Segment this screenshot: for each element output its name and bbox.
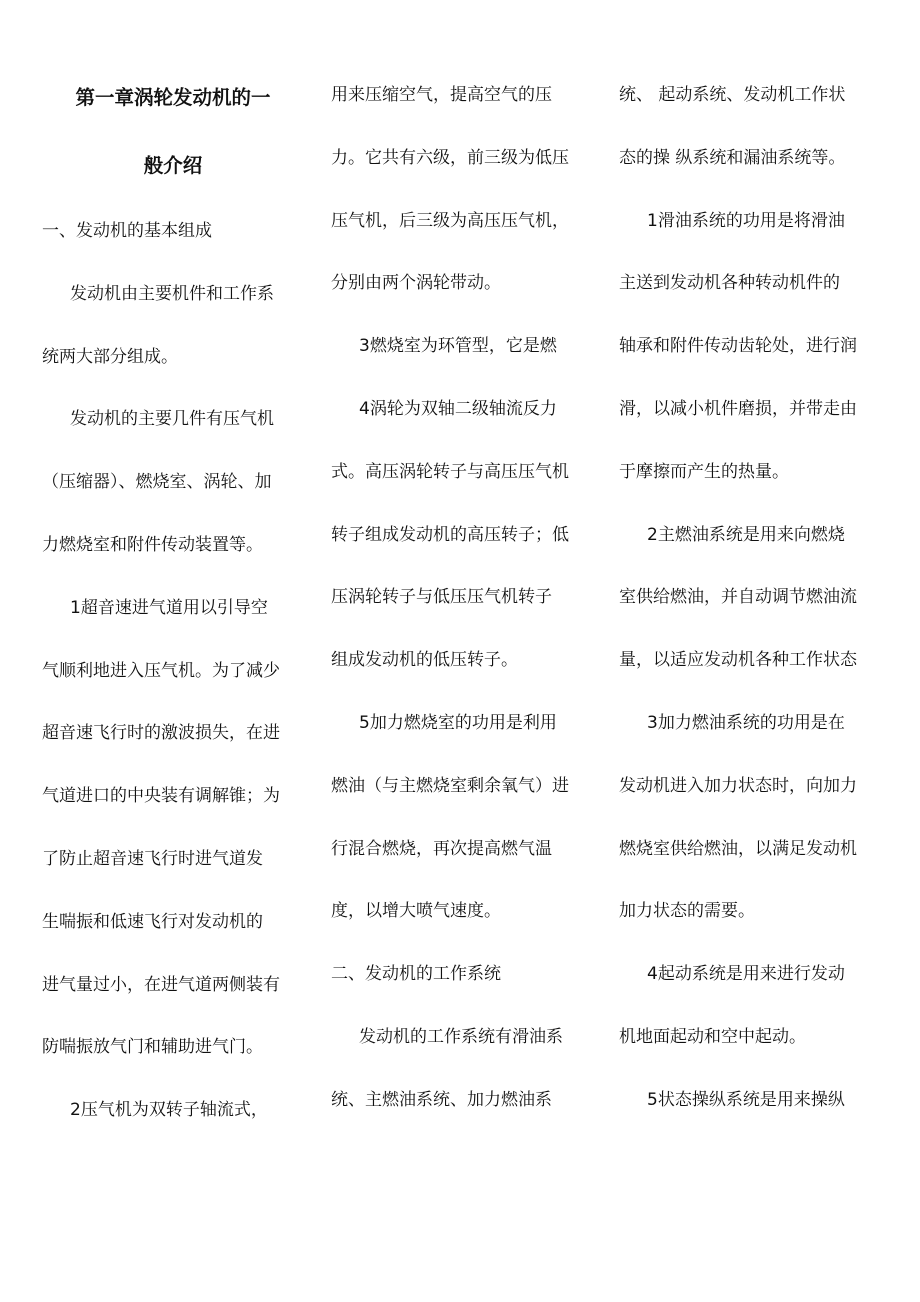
paragraph-line: 1超音速进气道用以引导空 xyxy=(70,597,268,618)
paragraph-line: 转子组成发动机的高压转子；低 xyxy=(331,524,569,545)
paragraph-line: 行混合燃烧，再次提高燃气温 xyxy=(331,838,552,859)
paragraph-line: 发动机的主要几件有压气机 xyxy=(70,409,274,430)
paragraph-line: 室供给燃油，并自动调节燃油流 xyxy=(619,587,857,608)
chapter-title-line-2: 般介绍 xyxy=(143,154,203,177)
paragraph-line: 组成发动机的低压转子。 xyxy=(331,650,518,671)
paragraph-line: 式。高压涡轮转子与高压压气机 xyxy=(331,461,569,482)
paragraph-line: 发动机由主要机件和工作系 xyxy=(70,283,274,304)
paragraph-line: 气道进口的中央装有调解锥；为 xyxy=(42,786,280,807)
paragraph-line: 于摩擦而产生的热量。 xyxy=(619,461,789,482)
paragraph-line: 气顺利地进入压气机。为了减少 xyxy=(42,660,280,681)
paragraph-line: 分别由两个涡轮带动。 xyxy=(331,273,501,294)
paragraph-line: 统、 起动系统、发动机工作状 xyxy=(619,85,846,105)
paragraph-line: 加力状态的需要。 xyxy=(619,901,755,922)
paragraph-line: 力燃烧室和附件传动装置等。 xyxy=(42,534,263,555)
paragraph-line: 滑，以减小机件磨损，并带走由 xyxy=(619,398,857,419)
paragraph-line: 4起动系统是用来进行发动 xyxy=(647,964,845,985)
paragraph-line: 燃烧室供给燃油，以满足发动机 xyxy=(619,838,857,859)
paragraph-line: 燃油（与主燃烧室剩余氧气）进 xyxy=(331,775,569,796)
paragraph-line: 生喘振和低速飞行对发动机的 xyxy=(42,911,263,932)
paragraph-line: 量，以适应发动机各种工作状态 xyxy=(619,650,857,671)
paragraph-line: （压缩器）、燃烧室、涡轮、加 xyxy=(42,472,272,493)
paragraph-line: 度，以增大喷气速度。 xyxy=(331,901,501,922)
paragraph-line: 5状态操纵系统是用来操纵 xyxy=(647,1089,845,1110)
paragraph-line: 压气机，后三级为高压压气机， xyxy=(331,210,569,231)
paragraph-line: 防喘振放气门和辅助进气门。 xyxy=(42,1037,263,1058)
paragraph-line: 统、主燃油系统、加力燃油系 xyxy=(331,1089,552,1110)
paragraph-line: 主送到发动机各种转动机件的 xyxy=(619,273,840,294)
paragraph-line: 统两大部分组成。 xyxy=(42,346,178,367)
section-heading: 一、发动机的基本组成 xyxy=(42,221,212,241)
paragraph-line: 1滑油系统的功用是将滑油 xyxy=(647,210,845,231)
paragraph-line: 5加力燃烧室的功用是利用 xyxy=(359,712,557,733)
paragraph-line: 进气量过小，在进气道两侧装有 xyxy=(42,974,280,995)
paragraph-line: 压涡轮转子与低压压气机转子 xyxy=(331,587,552,608)
paragraph-line: 了防止超音速飞行时进气道发 xyxy=(42,848,263,869)
paragraph-line: 3燃烧室为环管型，它是燃 xyxy=(359,336,557,357)
paragraph-line: 机地面起动和空中起动。 xyxy=(619,1026,806,1047)
paragraph-line: 轴承和附件传动齿轮处，进行润 xyxy=(619,336,857,357)
paragraph-line: 2主燃油系统是用来向燃烧 xyxy=(647,524,845,545)
paragraph-line: 3加力燃油系统的功用是在 xyxy=(647,712,845,733)
paragraph-line: 发动机进入加力状态时，向加力 xyxy=(619,775,857,796)
chapter-title-line-1: 第一章涡轮发动机的一 xyxy=(75,86,271,109)
paragraph-line: 超音速飞行时的激波损失，在进 xyxy=(42,723,280,744)
paragraph-line: 力。它共有六级，前三级为低压 xyxy=(331,147,569,168)
text-column-3 xyxy=(619,64,881,1132)
paragraph-line: 态的操 纵系统和漏油系统等。 xyxy=(619,147,846,168)
paragraph-line: 发动机的工作系统有滑油系 xyxy=(359,1026,563,1047)
paragraph-line: 2压气机为双转子轴流式， xyxy=(70,1100,268,1121)
text-column-2 xyxy=(331,64,593,1132)
text-column-1 xyxy=(42,64,304,1142)
paragraph-line: 用来压缩空气，提高空气的压 xyxy=(331,85,552,105)
section-heading: 二、发动机的工作系统 xyxy=(331,964,501,985)
paragraph-line: 4涡轮为双轴二级轴流反力 xyxy=(359,398,557,419)
